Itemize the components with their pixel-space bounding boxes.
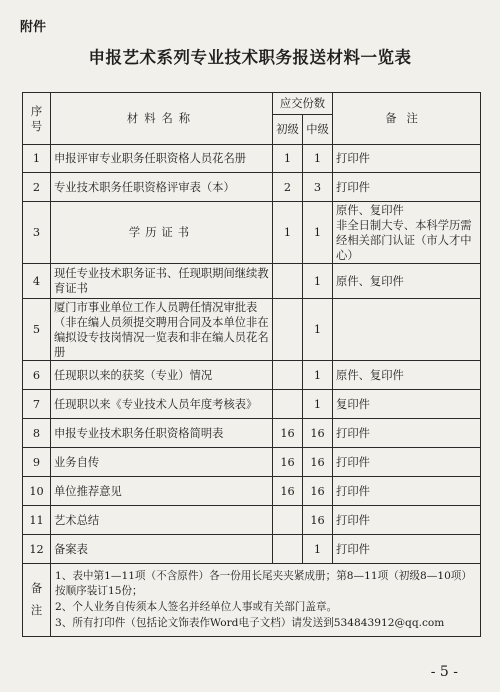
row-junior-count	[273, 264, 303, 299]
note-item: 2、个人业务自传须本人签名并经单位人事或有关部门盖章。	[55, 600, 338, 613]
row-material: 业务自传	[51, 448, 273, 477]
row-junior-count	[273, 299, 303, 361]
row-remark: 打印件	[333, 145, 481, 173]
header-middle: 中级	[303, 115, 333, 145]
row-remark: 复印件	[333, 390, 481, 419]
notes-content	[51, 564, 481, 637]
row-seq: 11	[23, 506, 51, 535]
row-material: 现任专业技术职务证书、任现职期间继续教育证书	[51, 264, 273, 299]
row-material: 艺术总结	[51, 506, 273, 535]
row-junior-count: 16	[273, 448, 303, 477]
header-remarks: 备注	[333, 93, 481, 145]
row-remark: 打印件	[333, 535, 481, 564]
row-middle-count: 16	[303, 448, 333, 477]
header-junior: 初级	[273, 115, 303, 145]
row-remark: 打印件	[333, 477, 481, 506]
row-seq: 1	[23, 145, 51, 173]
row-middle-count: 1	[303, 361, 333, 390]
row-material: 厦门市事业单位工作人员聘任情况审批表（非在编人员须提交聘用合同及本单位非在编拟设专技岗情况一览表和非在编人员花名册	[51, 299, 273, 361]
row-junior-count: 2	[273, 173, 303, 202]
row-middle-count: 1	[303, 390, 333, 419]
row-remark: 原件、复印件	[333, 361, 481, 390]
row-seq: 10	[23, 477, 51, 506]
row-junior-count	[273, 390, 303, 419]
row-material: 学历证书	[51, 202, 273, 264]
page-number: - 5 -	[430, 664, 458, 680]
row-remark: 打印件	[333, 448, 481, 477]
row-remark	[333, 299, 481, 361]
notes-row	[23, 564, 481, 637]
row-seq: 7	[23, 390, 51, 419]
row-middle-count: 1	[303, 264, 333, 299]
table-row	[23, 145, 481, 173]
header-copies: 应交份数	[273, 93, 333, 115]
row-material: 任现职以来的获奖（专业）情况	[51, 361, 273, 390]
table-row	[23, 477, 481, 506]
row-junior-count	[273, 361, 303, 390]
row-junior-count: 1	[273, 145, 303, 173]
table-header-row	[23, 93, 481, 115]
table-row	[23, 173, 481, 202]
table-row	[23, 506, 481, 535]
row-seq: 6	[23, 361, 51, 390]
row-material: 备案表	[51, 535, 273, 564]
header-seq: 序号	[23, 93, 51, 145]
row-junior-count: 16	[273, 419, 303, 448]
row-remark: 打印件	[333, 419, 481, 448]
materials-table	[22, 92, 481, 637]
row-material: 申报评审专业职务任职资格人员花名册	[51, 145, 273, 173]
table-row	[23, 448, 481, 477]
table-row	[23, 535, 481, 564]
row-seq: 8	[23, 419, 51, 448]
notes-label: 备注	[23, 564, 51, 637]
row-junior-count	[273, 535, 303, 564]
row-remark: 原件、复印件 非全日制大专、本科学历需经相关部门认证（市人才中心）	[333, 202, 481, 264]
row-seq: 2	[23, 173, 51, 202]
row-material: 申报专业技术职务任职资格简明表	[51, 419, 273, 448]
note-item: 3、所有打印件（包括论文饰表作Word电子文档）请发送到534843912@qq.com	[55, 616, 445, 629]
table-row	[23, 202, 481, 264]
table-row	[23, 299, 481, 361]
table-row	[23, 361, 481, 390]
row-middle-count: 1	[303, 299, 333, 361]
header-material: 材料名称	[51, 93, 273, 145]
row-material: 单位推荐意见	[51, 477, 273, 506]
row-material: 专业技术职务任职资格评审表（本）	[51, 173, 273, 202]
row-seq: 4	[23, 264, 51, 299]
row-junior-count: 16	[273, 477, 303, 506]
page-title: 申报艺术系列专业技术职务报送材料一览表	[88, 48, 412, 67]
row-middle-count: 1	[303, 202, 333, 264]
row-seq: 9	[23, 448, 51, 477]
table-row	[23, 264, 481, 299]
note-item: 1、表中第1—11项（不含原件）各一份用长尾夹夹紧成册；第8—11项（初级8—10项）按顺序装订15份；	[55, 569, 472, 597]
row-remark: 打印件	[333, 506, 481, 535]
row-junior-count	[273, 506, 303, 535]
row-seq: 3	[23, 202, 51, 264]
table-row	[23, 419, 481, 448]
row-material: 任现职以来《专业技术人员年度考核表》	[51, 390, 273, 419]
row-middle-count: 3	[303, 173, 333, 202]
row-junior-count: 1	[273, 202, 303, 264]
attachment-label: 附件	[20, 20, 47, 35]
row-middle-count: 1	[303, 535, 333, 564]
row-remark: 原件、复印件	[333, 264, 481, 299]
row-middle-count: 16	[303, 506, 333, 535]
row-seq: 5	[23, 299, 51, 361]
table-row	[23, 390, 481, 419]
row-middle-count: 1	[303, 145, 333, 173]
row-seq: 12	[23, 535, 51, 564]
row-middle-count: 16	[303, 419, 333, 448]
row-remark: 打印件	[333, 173, 481, 202]
row-middle-count: 16	[303, 477, 333, 506]
